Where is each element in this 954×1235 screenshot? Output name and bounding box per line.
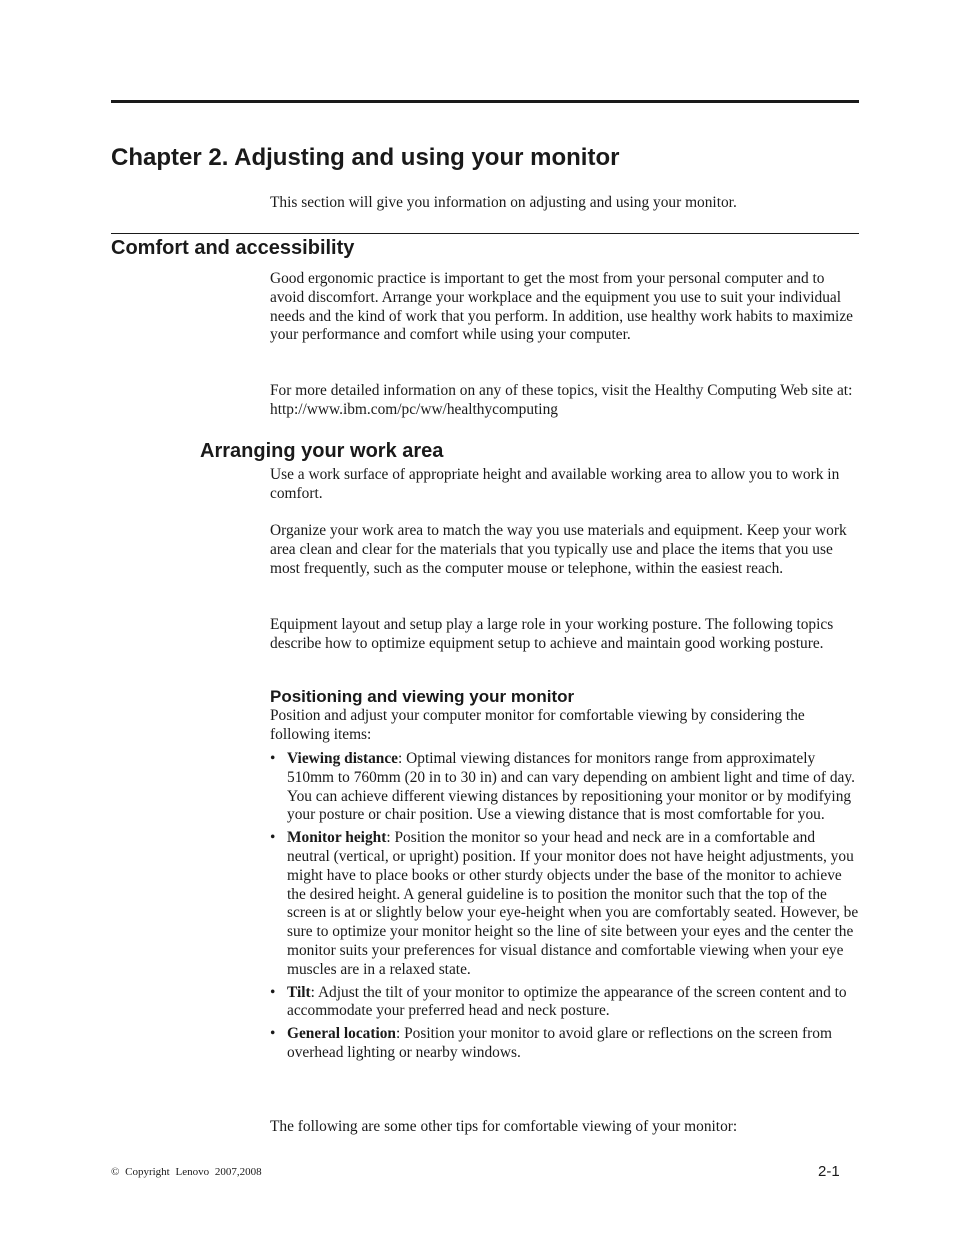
list-item (270, 1025, 860, 1063)
section-heading-work-area: Arranging your work area (200, 440, 444, 462)
work-area-paragraph-1: Use a work surface of appropriate height and available working area to allow you to work in comfort. (270, 466, 840, 502)
list-item-term: Monitor height (287, 829, 387, 847)
list-item (270, 829, 860, 979)
bullet-icon: • (270, 1025, 276, 1043)
list-item-term: General location (287, 1025, 396, 1043)
list-item-term: Tilt (287, 983, 311, 1001)
list-item-text: : Position the monitor so your head and neck are in a comfortable and neutral (vertical, or upright) position. If your monitor does not have height adjustments, you might have to place books or other sturdy objects under the base of the monitor to achieve the desired height. A general guideline is to position the monitor such that the top of the screen is at or slightly below your eye-height when you are comfortably seated. However, be sure to optimize your monitor height so the line of site between your eyes and the center the monitor suits your preferences for visual distance and comfortable viewing when your eye muscles are in a relaxed state. (287, 829, 859, 978)
monitor-tips-list (270, 750, 860, 1067)
chapter-intro: This section will give you information on adjusting and using your monitor. (270, 194, 737, 211)
positioning-intro: Position and adjust your computer monitor for comfortable viewing by considering the following items: (270, 707, 805, 743)
chapter-title: Chapter 2. Adjusting and using your monitor (111, 144, 620, 171)
list-item-text: : Adjust the tilt of your monitor to optimize the appearance of the screen content and to accommodate your preferred head and neck posture. (287, 983, 847, 1020)
list-item-text: : Position your monitor to avoid glare or reflections on the screen from overhead lighting or nearby windows. (287, 1025, 832, 1061)
comfort-paragraph-1: Good ergonomic practice is important to get the most from your personal computer and to avoid discomfort. Arrange your workplace and the equipment you use to suit your individual needs and the kind of work that you perform. In addition, use healthy work habits to maximize your performance and comfort while using your computer. (270, 270, 853, 344)
section-rule (111, 233, 859, 234)
bullet-icon: • (270, 829, 276, 847)
section-heading-comfort: Comfort and accessibility (111, 237, 355, 259)
list-item (270, 984, 860, 1022)
comfort-paragraph-2: For more detailed information on any of these topics, visit the Healthy Computing Web site at: http://www.ibm.com/pc/ww/healthycomputing (270, 382, 853, 418)
list-item-term: Viewing distance (287, 750, 399, 767)
work-area-paragraph-2: Organize your work area to match the way you use materials and equipment. Keep your work area clean and clear for the materials that you typically use and place the items that you use most frequently, such as the computer mouse or telephone, within the easiest reach. (270, 522, 847, 577)
footer-copyright: © Copyright Lenovo 2007,2008 (111, 1166, 262, 1178)
list-item (270, 750, 860, 825)
work-area-paragraph-3: Equipment layout and setup play a large role in your working posture. The following topics describe how to optimize equipment setup to achieve and maintain good working posture. (270, 616, 834, 652)
list-item-text: : Optimal viewing distances for monitors range from approximately 510mm to 760mm (20 in to 30 in) and can vary depending on ambient light and time of day. You can achieve different viewing distances by repositioning your monitor or by modifying your posture or chair position. Use a viewing distance that is most comfortable for you. (287, 750, 855, 824)
bullet-icon: • (270, 750, 276, 767)
page-number: 2-1 (818, 1163, 840, 1180)
bullet-icon: • (270, 983, 276, 1001)
section-heading-positioning: Positioning and viewing your monitor (270, 687, 575, 706)
positioning-closing: The following are some other tips for comfortable viewing of your monitor: (270, 1118, 738, 1135)
top-rule (111, 100, 859, 103)
